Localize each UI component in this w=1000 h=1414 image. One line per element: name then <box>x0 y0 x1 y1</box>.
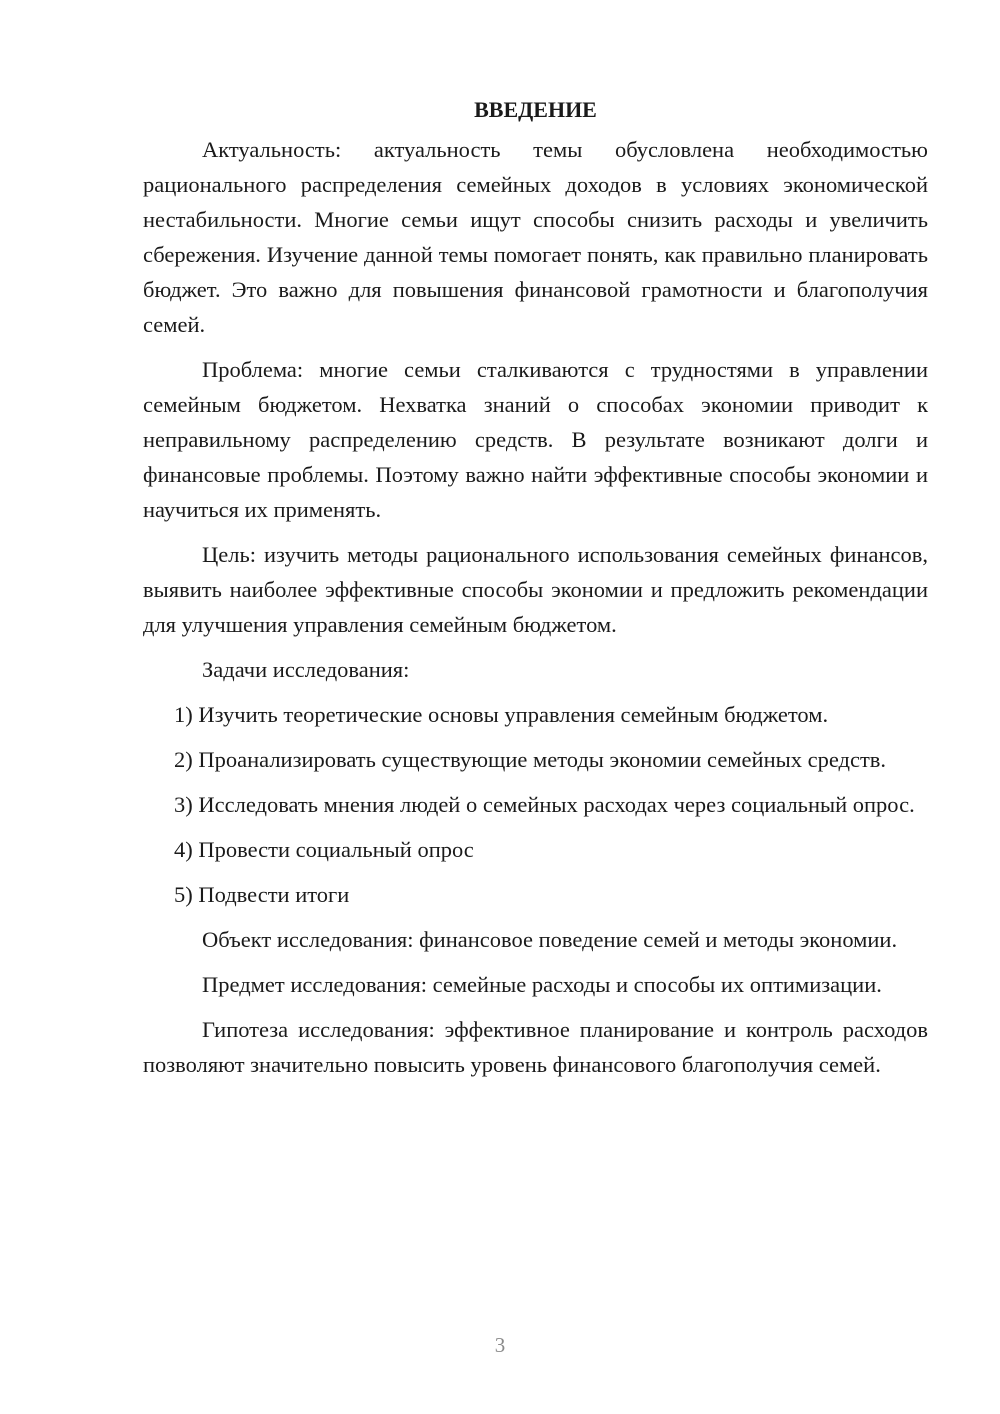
document-page <box>143 96 928 1092</box>
task-item-5: 5) Подвести итоги <box>174 882 350 907</box>
relevance-paragraph: Актуальность: актуальность темы обусловлена необходимостью рационального распределения семейных доходов в условиях экономической нестабильности. Многие семьи ищут способы снизить расходы и увеличить сбережения. Изучение данной темы помогает понять, как правильно планировать бюджет. Это важно для повышения финансовой грамотности и благополучия семей. <box>143 137 928 337</box>
task-item-4: 4) Провести социальный опрос <box>174 837 474 862</box>
task-item-1: 1) Изучить теоретические основы управления семейным бюджетом. <box>174 702 829 727</box>
page-title: ВВЕДЕНИЕ <box>474 97 597 122</box>
object-paragraph: Объект исследования: финансовое поведение семей и методы экономии. <box>202 927 898 952</box>
subject-paragraph: Предмет исследования: семейные расходы и способы их оптимизации. <box>202 972 882 997</box>
goal-paragraph: Цель: изучить методы рационального использования семейных финансов, выявить наиболее эффективные способы экономии и предложить рекомендации для улучшения управления семейным бюджетом. <box>143 542 928 637</box>
problem-paragraph: Проблема: многие семьи сталкиваются с трудностями в управлении семейным бюджетом. Нехватка знаний о способах экономии приводит к неправильному распределению средств. В результате возникают долги и финансовые проблемы. Поэтому важно найти эффективные способы экономии и научиться их применять. <box>143 357 928 522</box>
tasks-heading: Задачи исследования: <box>202 657 410 682</box>
task-item-3: 3) Исследовать мнения людей о семейных расходах через социальный опрос. <box>174 792 915 817</box>
hypothesis-paragraph: Гипотеза исследования: эффективное планирование и контроль расходов позволяют значительно повысить уровень финансового благополучия семей. <box>143 1017 928 1077</box>
page-number: 3 <box>494 1333 506 1357</box>
task-item-2: 2) Проанализировать существующие методы экономии семейных средств. <box>174 747 887 772</box>
